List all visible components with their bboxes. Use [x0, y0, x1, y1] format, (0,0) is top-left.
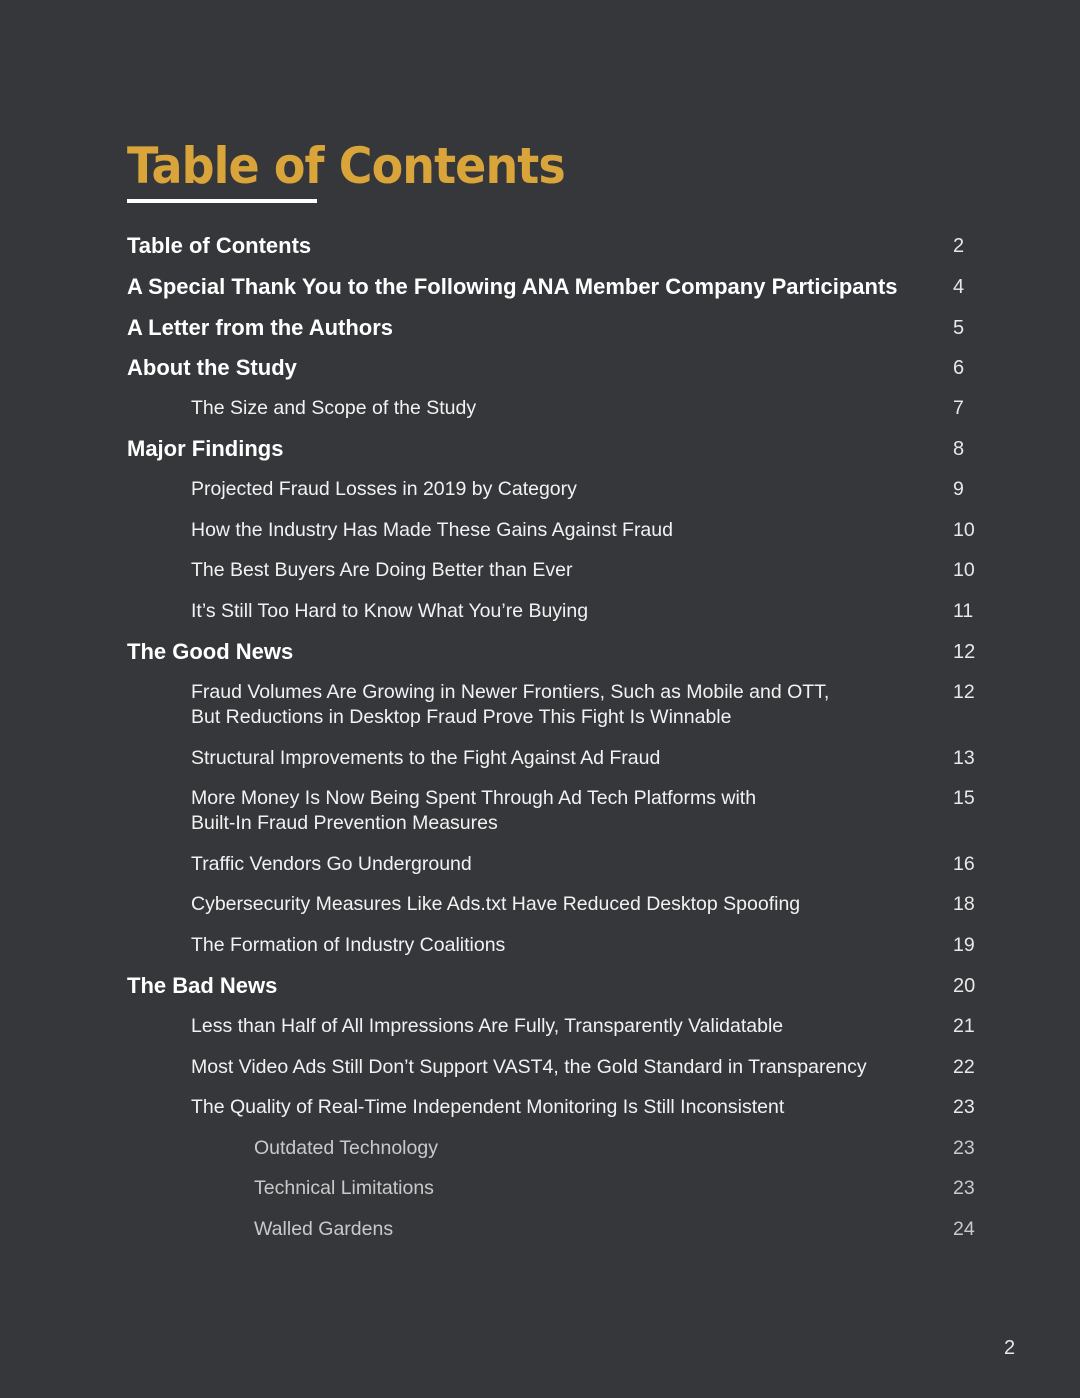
toc-entry-label: The Bad News [127, 973, 278, 998]
toc-entry-label: A Letter from the Authors [127, 315, 394, 340]
toc-entry-page: 9 [953, 478, 964, 500]
toc-entry-label: Table of Contents [127, 233, 312, 258]
toc-entry-page: 20 [953, 975, 976, 997]
toc-entry-page: 10 [953, 559, 975, 581]
toc-entry-label: Structural Improvements to the Fight Against Ad Fraud [191, 747, 661, 769]
page-title: Table of Contents [127, 137, 565, 195]
toc-entry-label: Cybersecurity Measures Like Ads.txt Have Reduced Desktop Spoofing [191, 893, 801, 915]
toc-entry-page: 12 [953, 641, 976, 663]
toc-entry-page: 22 [953, 1056, 975, 1078]
toc-entry-page: 6 [953, 357, 965, 379]
toc-entry-label: Most Video Ads Still Don’t Support VAST4, the Gold Standard in Transparency [191, 1056, 867, 1078]
toc-entry-page: 8 [953, 438, 965, 460]
toc-entry-page: 2 [953, 235, 965, 257]
toc-entry-label-line2: Built-In Fraud Prevention Measures [191, 812, 498, 834]
toc-entry-label: How the Industry Has Made These Gains Against Fraud [191, 519, 673, 541]
toc-entry-page: 12 [953, 681, 975, 703]
toc-entry-page: 24 [953, 1218, 975, 1240]
toc-entry-page: 23 [953, 1137, 975, 1159]
toc-entry-page: 23 [953, 1096, 975, 1118]
toc-entry-page: 4 [953, 276, 965, 298]
toc-entry-label: Major Findings [127, 436, 284, 461]
toc-entry-label: Traffic Vendors Go Underground [191, 853, 472, 875]
toc-entry-label: The Size and Scope of the Study [191, 397, 477, 419]
toc-entry-page: 18 [953, 893, 975, 915]
toc-entry-label: Walled Gardens [254, 1218, 394, 1240]
toc-entry-label: It’s Still Too Hard to Know What You’re Buying [191, 600, 589, 622]
toc-entry-page: 23 [953, 1177, 975, 1199]
toc-entry-page: 21 [953, 1015, 975, 1037]
toc-entry-page: 19 [953, 934, 975, 956]
toc-entry-label: About the Study [127, 355, 297, 380]
toc-entry-label-line1: Fraud Volumes Are Growing in Newer Frontiers, Such as Mobile and OTT, [191, 681, 830, 703]
toc-entry-label-line1: More Money Is Now Being Spent Through Ad Tech Platforms with [191, 787, 757, 809]
toc-entry-label: A Special Thank You to the Following ANA Member Company Participants [127, 274, 898, 299]
toc-entry-page: 15 [953, 787, 975, 809]
toc-entry-label: Technical Limitations [254, 1177, 434, 1199]
footer-page-number: 2 [1004, 1337, 1016, 1359]
toc-entry-page: 16 [953, 853, 975, 875]
toc-entry-label: Projected Fraud Losses in 2019 by Category [191, 478, 577, 500]
toc-entry-page: 10 [953, 519, 975, 541]
toc-entry-page: 13 [953, 747, 975, 769]
toc-entry-label: Outdated Technology [254, 1137, 438, 1159]
toc-entry-page: 11 [953, 600, 974, 622]
toc-entry-label: The Formation of Industry Coalitions [191, 934, 506, 956]
toc-entry-label-line2: But Reductions in Desktop Fraud Prove This Fight Is Winnable [191, 706, 732, 728]
toc-entry-label: The Quality of Real-Time Independent Monitoring Is Still Inconsistent [191, 1096, 785, 1118]
toc-entry-page: 5 [953, 317, 965, 339]
toc-entry-label: The Best Buyers Are Doing Better than Ever [191, 559, 573, 581]
toc-entry-page: 7 [953, 397, 964, 419]
toc-entry-label: Less than Half of All Impressions Are Fully, Transparently Validatable [191, 1015, 784, 1037]
toc-entry-label: The Good News [127, 639, 294, 664]
